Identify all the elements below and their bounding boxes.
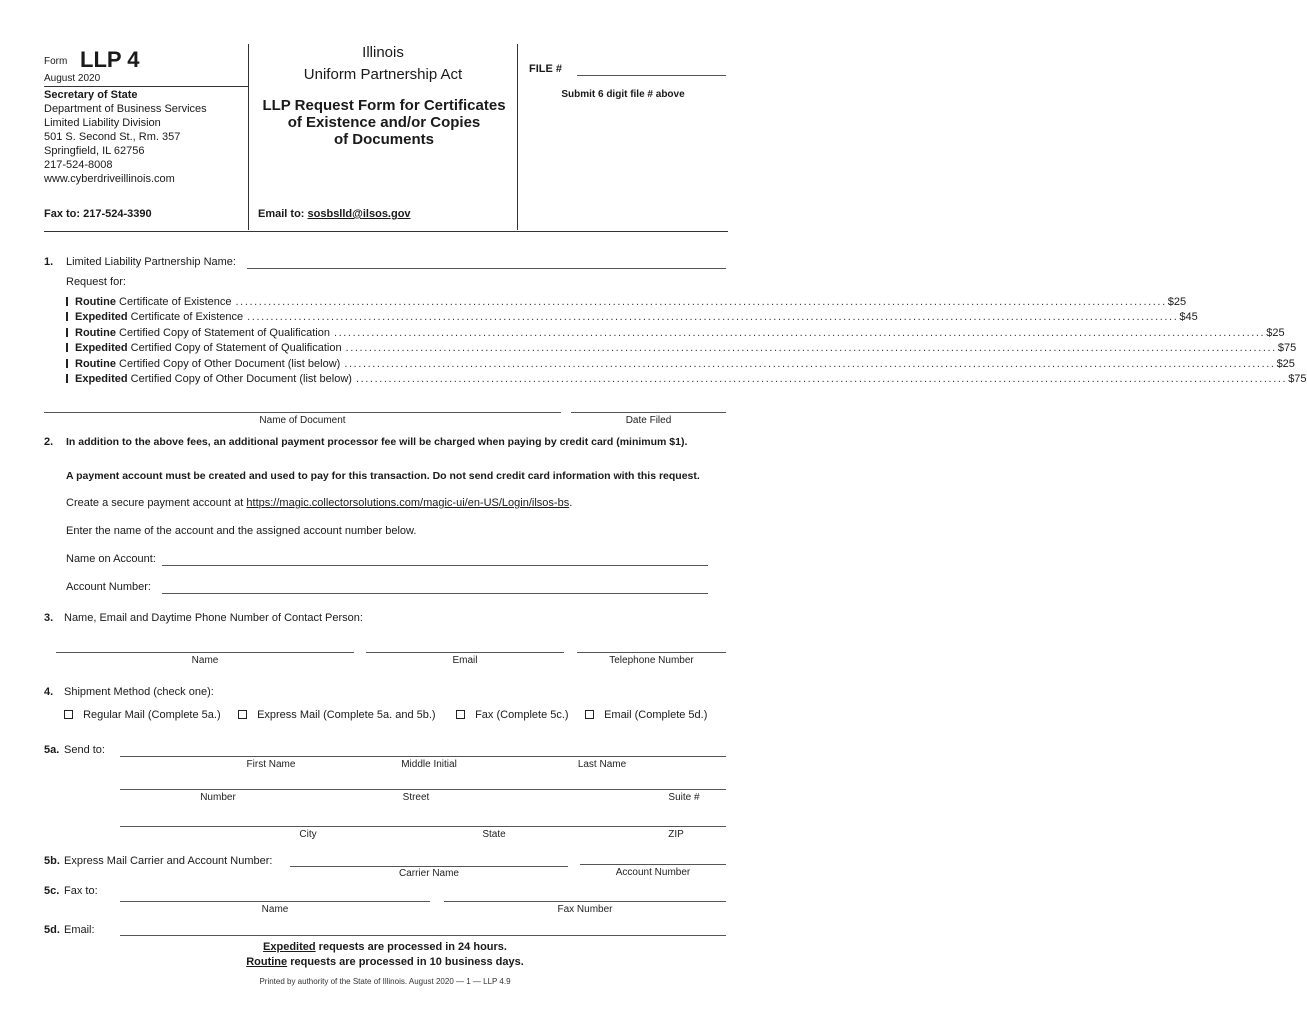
request-desc: Certificate of Existence [119,295,232,308]
request-label [75,342,342,354]
section5b-number: 5b. [44,855,60,867]
routine-rest: requests are processed in 10 business days. [287,956,524,968]
email-label: Email (Complete 5d.) [604,709,708,721]
request-price: $25 [1167,295,1187,308]
section2-number: 2. [44,436,54,448]
name-on-account-label: Name on Account: [66,553,156,565]
request-checkbox[interactable] [66,359,68,368]
request-option-1[interactable] [66,294,1187,309]
request-label [75,373,352,385]
llp-name-label: Limited Liability Partnership Name: [66,256,236,268]
contact-phone-caption: Telephone Number [609,655,694,666]
account-number-field[interactable] [162,593,708,594]
zip-caption: ZIP [668,829,684,840]
request-price: $45 [1179,310,1198,323]
fax-number-caption: Fax Number [557,904,613,915]
section5a-number: 5a. [44,744,60,756]
express-mail-checkbox[interactable] [238,710,247,719]
request-checkbox[interactable] [66,328,68,337]
contact-name-caption: Name [191,655,219,666]
request-price: $25 [1266,326,1285,339]
form-date: August 2020 [44,73,101,84]
request-price: $75 [1277,341,1297,354]
form-code: LLP 4 [80,47,140,72]
form-title-line2: of Existence and/or Copies [287,114,481,131]
expedited-rest: requests are processed in 24 hours. [315,941,507,953]
request-option-5[interactable] [66,356,1295,371]
email-address-field[interactable] [120,935,726,936]
request-type: Expedited [75,310,128,323]
file-number-label: FILE # [529,63,563,75]
create-account-suffix: . [569,497,573,509]
leader-dots: ........................................................................................................................................................................................................ [344,357,1276,370]
regular-mail-checkbox[interactable] [64,710,73,719]
carrier-account-field[interactable] [580,864,726,865]
section3-number: 3. [44,612,54,624]
office-phone: 217-524-8008 [44,159,113,171]
form-title-line1: LLP Request Form for Certificates [262,97,506,114]
llp-name-field[interactable] [247,268,726,269]
send-to-city-field[interactable] [120,826,726,827]
express-mail-label: Express Mail (Complete 5a. and 5b.) [257,709,436,721]
regular-mail-label: Regular Mail (Complete 5a.) [83,709,221,721]
leader-dots: ........................................................................................................................................................................................................ [345,341,1277,354]
payment-account-note: A payment account must be created and used to pay for this transaction. Do not send credit card information with this request. [66,470,700,482]
section5d-number: 5d. [44,924,60,936]
office-street: 501 S. Second St., Rm. 357 [44,131,181,143]
request-label [75,327,330,339]
expedited-processing-note [0,941,770,953]
send-to-address-field[interactable] [120,789,726,790]
document-name-caption: Name of Document [259,415,346,426]
express-carrier-label: Express Mail Carrier and Account Number: [64,855,273,867]
leader-dots: ........................................................................................................................................................................................................ [355,372,1288,385]
state-heading: Illinois [362,44,404,61]
request-price: $25 [1276,357,1295,370]
contact-email-caption: Email [452,655,478,666]
street-caption: Street [402,792,430,803]
request-desc: Certified Copy of Statement of Qualification [130,341,342,354]
contact-name-field[interactable] [56,652,354,653]
request-desc: Certified Copy of Other Document (list below) [119,357,341,370]
shipment-option-fax[interactable] [456,709,569,721]
carrier-name-field[interactable] [290,866,568,867]
request-type: Routine [75,357,116,370]
processor-fee-note: In addition to the above fees, an additional payment processor fee will be charged when paying by credit card (minimum $1). [66,436,688,448]
document-name-field[interactable] [44,412,561,413]
request-checkbox[interactable] [66,312,68,321]
request-type: Routine [75,295,116,308]
leader-dots: ........................................................................................................................................................................................................ [235,295,1167,308]
request-type: Expedited [75,341,128,354]
fax-number-field[interactable] [444,901,726,902]
request-type: Expedited [75,372,128,385]
request-label [75,296,232,308]
act-heading: Uniform Partnership Act [303,66,463,83]
middle-initial-caption: Middle Initial [401,759,457,770]
enter-account-note: Enter the name of the account and the assigned account number below. [66,525,417,537]
send-to-name-field[interactable] [120,756,726,757]
email-checkbox[interactable] [585,710,594,719]
office-name: Secretary of State [44,89,138,101]
dept-name: Department of Business Services [44,103,207,115]
email-link[interactable]: sosbslld@ilsos.gov [307,208,411,220]
create-account-line [66,497,572,509]
email-label-5d: Email: [64,924,95,936]
first-name-caption: First Name [246,759,296,770]
shipment-option-express[interactable] [238,709,436,721]
request-price: $75 [1288,372,1307,385]
shipment-option-regular[interactable] [64,709,221,721]
date-filed-field[interactable] [571,412,726,413]
suite-caption: Suite # [668,792,700,803]
form-title-line3: of Documents [333,131,434,148]
contact-phone-field[interactable] [577,652,726,653]
city-caption: City [299,829,317,840]
create-account-prefix: Create a secure payment account at [66,497,247,509]
routine-word: Routine [246,956,288,968]
request-desc: Certified Copy of Statement of Qualification [119,326,330,339]
leader-dots: ........................................................................................................................................................................................................ [333,326,1266,339]
last-name-caption: Last Name [577,759,627,770]
request-option-4[interactable] [66,340,1297,355]
request-option-6[interactable] [66,371,1307,386]
fax-to-label: Fax to: [64,885,98,897]
request-checkbox[interactable] [66,343,68,352]
request-desc: Certificate of Existence [130,310,244,323]
fax-to: Fax to: 217-524-3390 [44,208,152,220]
request-option-2[interactable] [66,309,1198,324]
carrier-account-caption: Account Number [615,867,691,878]
section1-number: 1. [44,256,54,268]
printed-by-authority: Printed by authority of the State of Illinois. August 2020 — 1 — LLP 4.9 [259,977,511,986]
request-checkbox[interactable] [66,297,68,306]
leader-dots: ........................................................................................................................................................................................................ [247,310,1179,323]
office-city: Springfield, IL 62756 [44,145,145,157]
division-name: Limited Liability Division [44,117,161,129]
shipment-option-email[interactable] [585,709,707,721]
office-website: www.cyberdriveillinois.com [44,173,175,185]
carrier-name-caption: Carrier Name [398,868,459,879]
email-to-label: Email to: [258,208,305,220]
expedited-word: Expedited [263,941,316,953]
request-desc: Certified Copy of Other Document (list below) [130,372,352,385]
request-option-3[interactable] [66,325,1285,340]
account-number-label: Account Number: [66,581,151,593]
number-caption: Number [200,792,236,803]
form-label: Form [44,56,68,67]
payment-portal-link[interactable]: https://magic.collectorsolutions.com/magic-ui/en-US/Login/ilsos-bs [246,497,570,509]
fax-name-field[interactable] [120,901,430,902]
file-number-hint: Submit 6 digit file # above [561,89,685,100]
section4-number: 4. [44,686,54,698]
request-label [75,358,340,370]
routine-processing-note [0,956,770,968]
request-type: Routine [75,326,116,339]
file-number-field[interactable] [577,75,726,76]
contact-person-label: Name, Email and Daytime Phone Number of Contact Person: [64,612,363,624]
fax-checkbox[interactable] [456,710,465,719]
fax-label: Fax (Complete 5c.) [475,709,569,721]
request-checkbox[interactable] [66,374,68,383]
email-to [258,208,411,220]
fax-name-caption: Name [261,904,289,915]
name-on-account-field[interactable] [162,565,708,566]
send-to-label: Send to: [64,744,105,756]
date-filed-caption: Date Filed [625,415,672,426]
contact-email-field[interactable] [366,652,564,653]
state-caption: State [482,829,506,840]
request-label [75,311,243,323]
section5c-number: 5c. [44,885,60,897]
shipment-method-label: Shipment Method (check one): [64,686,214,698]
request-for-label: Request for: [66,276,126,288]
